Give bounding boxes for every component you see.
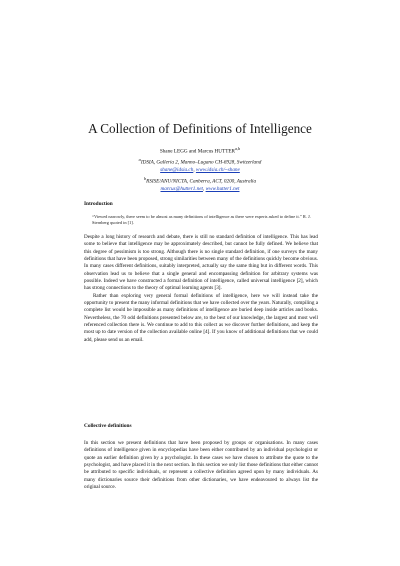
separator-a: , xyxy=(193,167,196,174)
section-heading-collective: Collective definitions xyxy=(84,423,132,429)
introduction-paragraph-1: Despite a long history of research and debate, there is still no standard definition of intelligence. This has lead some to believe that intelligence may be approximately described, but cannot be fully defined. We believe that this degree of pessimism is too strong. Although there is no single standard definition, if one surveys the many definitions that have been proposed, strong similarities between many of the definitions quickly become obvious. In many cases different definitions, suitably interpreted, actually say the same thing but in different words. This observation lead us to believe that a single general and encompassing definition for arbitrary systems was possible. Indeed we have constructed a formal definition of intelligence, called universal intelligence [2], which has strong connections to the theory of optimal learning agents [3]. xyxy=(84,234,318,292)
affiliation-b-line xyxy=(0,175,400,186)
web-a-link[interactable]: www.idsia.ch/~shane xyxy=(195,167,240,174)
affiliation-a-superscript: a xyxy=(138,157,141,163)
author-superscript: a,b xyxy=(235,146,241,151)
author-names-line xyxy=(0,145,400,156)
contact-a-line xyxy=(0,167,400,174)
collective-paragraph-1: In this section we present definitions that have been proposed by groups or organisations. In many cases definitions of intelligence given in encyclopedias have been either contributed by an individual psychologist or quote an earlier definition given by a psychologist. In these cases we have chosen to attribute the quote to the psychologist, and have placed it in the next section. In this section we only list those definitions that either cannot be attributed to specific individuals, or represent a collective definition agreed upon by many individuals. As many dictionaries source their definitions from other dictionaries, we have endeavoured to always list the original source. xyxy=(84,440,318,491)
web-b-link[interactable]: www.hutter1.net xyxy=(205,185,240,192)
section-heading-introduction: Introduction xyxy=(84,201,113,207)
affiliation-a-line xyxy=(0,156,400,167)
author-block xyxy=(0,145,400,193)
separator-b: , xyxy=(202,185,206,192)
affiliation-a: IDSIA, Galleria 2, Manno–Lugano CH-6928, Switzerland xyxy=(140,159,262,166)
email-a-link[interactable]: shane@idsia.ch xyxy=(160,167,194,174)
author-names: Shane LEGG and Marcus HUTTER xyxy=(159,148,236,155)
paper-title: A Collection of Definitions of Intelligence xyxy=(88,121,312,136)
email-b-link[interactable]: marcus@hutter1.net xyxy=(160,185,203,192)
affiliation-b-superscript: b xyxy=(143,175,147,181)
collective-body xyxy=(84,440,318,491)
introduction-body xyxy=(84,234,318,344)
epigraph-quote: “Viewed narrowly, there seem to be almost as many definitions of intelligence as there were experts asked to define it.” R. J. Sternberg quoted in [1]. xyxy=(92,214,311,225)
affiliation-b: RSISE/ANU/NICTA, Canberra, ACT, 0200, Australia xyxy=(146,178,257,185)
introduction-paragraph-2: Rather than exploring very general formal definitions of intelligence, here we will instead take the opportunity to present the many informal definitions that we have collected over the years. Naturally, compiling a complete list would be impossible as many definitions of intelligence are buried deep inside articles and books. Nevertheless, the 70 odd definitions presented below are, to the best of our knowledge, the largest and most well referenced collection there is. We continue to add to this collect as we discover further definitions, and keep the most up to date version of the collection available online [4]. If you know of additional definitions that we could add, please send us an email. xyxy=(84,292,318,343)
contact-b-line xyxy=(0,186,400,193)
